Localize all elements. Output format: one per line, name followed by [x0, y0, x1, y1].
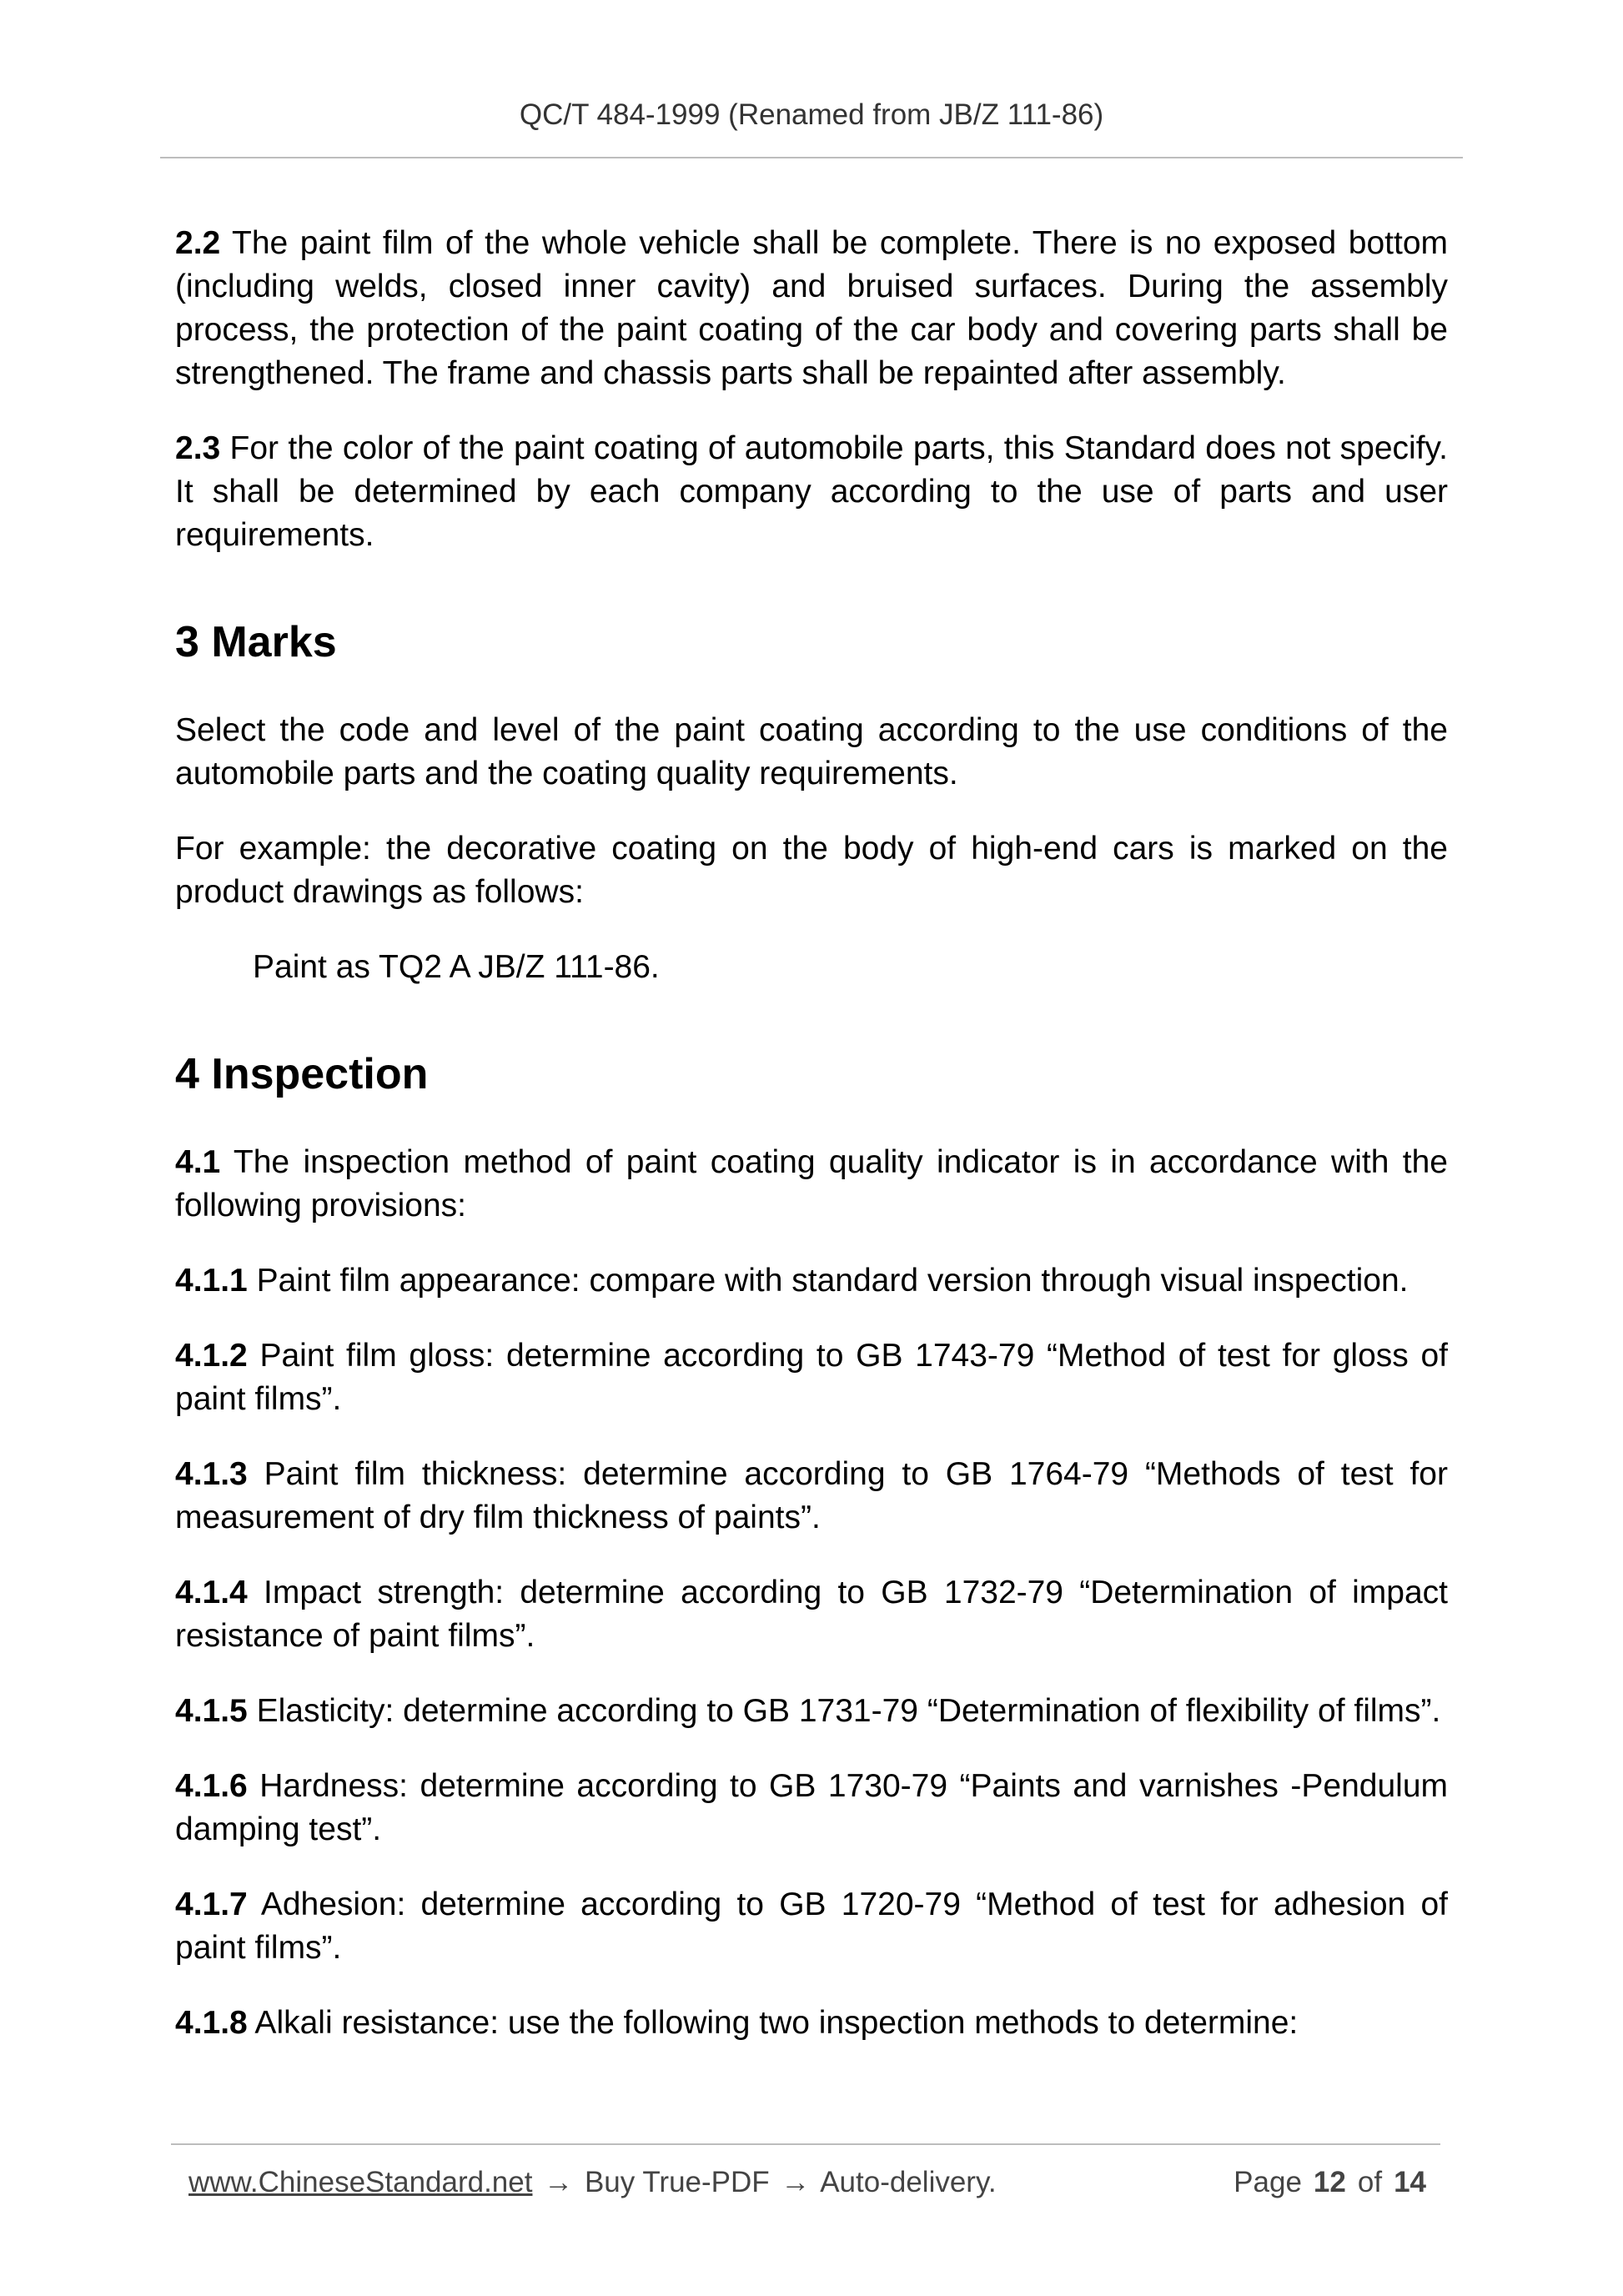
buy-pdf-text: Buy True-PDF: [584, 2166, 770, 2198]
clause-text: The paint film of the whole vehicle shall be complete. There is no exposed bottom (including welds, closed inner cavity) and bruised surfaces. During the assembly process, the protection of the paint coating of the car body and covering parts shall be strengthened. The frame and chassis parts shall be repainted after assembly.: [175, 225, 1448, 391]
of-label: of: [1357, 2166, 1383, 2198]
clause-number: 4.1: [175, 1144, 221, 1180]
arrow-right-icon: →: [781, 2166, 811, 2198]
current-page: 12: [1313, 2166, 1346, 2198]
clause-number: 2.3: [175, 430, 221, 466]
marks-paragraph-2: For example: the decorative coating on the body of high-end cars is marked on the product drawings as follows:: [175, 831, 1448, 910]
header-divider: [160, 157, 1463, 158]
clause-text: Elasticity: determine according to GB 1731-79 “Determination of flexibility of films”.: [247, 1693, 1441, 1729]
clause-number: 4.1.1: [175, 1263, 248, 1299]
clause-number: 4.1.8: [175, 2005, 248, 2041]
clause-4-1-2: [175, 1334, 1448, 1421]
clause-text: Paint film thickness: determine according to GB 1764-79 “Methods of test for measurement of dry film thickness of paints”.: [175, 1456, 1448, 1535]
clause-text: The inspection method of paint coating quality indicator is in accordance with the following provisions:: [175, 1144, 1448, 1223]
total-pages: 14: [1394, 2166, 1426, 2198]
page-header: QC/T 484-1999 (Renamed from JB/Z 111-86): [519, 98, 1104, 131]
clause-4-1-6: [175, 1765, 1448, 1851]
page-footer: [188, 2166, 1426, 2199]
auto-delivery-text: Auto-delivery.: [820, 2166, 997, 2198]
clause-text: Impact strength: determine according to GB 1732-79 “Determination of impact resistance of paint films”.: [175, 1575, 1448, 1654]
page-number: [1234, 2166, 1426, 2199]
clause-4-1: [175, 1141, 1448, 1228]
footer-promo: [188, 2166, 997, 2198]
clause-4-1-5: [175, 1690, 1448, 1733]
clause-text: Paint film gloss: determine according to GB 1743-79 “Method of test for gloss of paint films”.: [175, 1338, 1448, 1417]
arrow-right-icon: →: [544, 2166, 574, 2198]
page-label: Page: [1234, 2166, 1302, 2198]
clause-number: 4.1.2: [175, 1338, 248, 1374]
clause-number: 2.2: [175, 225, 221, 261]
clause-number: 4.1.4: [175, 1575, 248, 1610]
clause-4-1-7: [175, 1883, 1448, 1970]
section-3-heading: 3 Marks: [175, 618, 337, 666]
clause-4-1-8: [175, 2002, 1448, 2045]
website-link[interactable]: www.ChineseStandard.net: [188, 2166, 533, 2198]
clause-4-1-3: [175, 1453, 1448, 1540]
clause-number: 4.1.7: [175, 1887, 248, 1922]
clause-number: 4.1.6: [175, 1768, 248, 1804]
clause-4-1-4: [175, 1571, 1448, 1658]
clause-2-3: [175, 427, 1448, 557]
clause-text: Paint film appearance: compare with standard version through visual inspection.: [247, 1263, 1409, 1299]
clause-4-1-1: [175, 1259, 1448, 1303]
clause-text: Hardness: determine according to GB 1730-79 “Paints and varnishes -Pendulum damping test”.: [175, 1768, 1448, 1847]
clause-number: 4.1.5: [175, 1693, 248, 1729]
marks-paragraph-1: Select the code and level of the paint coating according to the use conditions of the automobile parts and the coating quality requirements.: [175, 712, 1448, 791]
footer-divider: [171, 2143, 1440, 2145]
clause-text: For the color of the paint coating of automobile parts, this Standard does not specify. It shall be determined by each company according to the use of parts and user requirements.: [175, 430, 1448, 553]
clause-number: 4.1.3: [175, 1456, 248, 1492]
clause-text: Alkali resistance: use the following two inspection methods to determine:: [247, 2005, 1299, 2041]
clause-text: Adhesion: determine according to GB 1720-79 “Method of test for adhesion of paint films”.: [175, 1887, 1448, 1966]
document-body: [175, 222, 1448, 2077]
clause-2-2: [175, 222, 1448, 395]
marks-example: Paint as TQ2 A JB/Z 111-86.: [253, 949, 660, 985]
section-4-heading: 4 Inspection: [175, 1050, 429, 1098]
